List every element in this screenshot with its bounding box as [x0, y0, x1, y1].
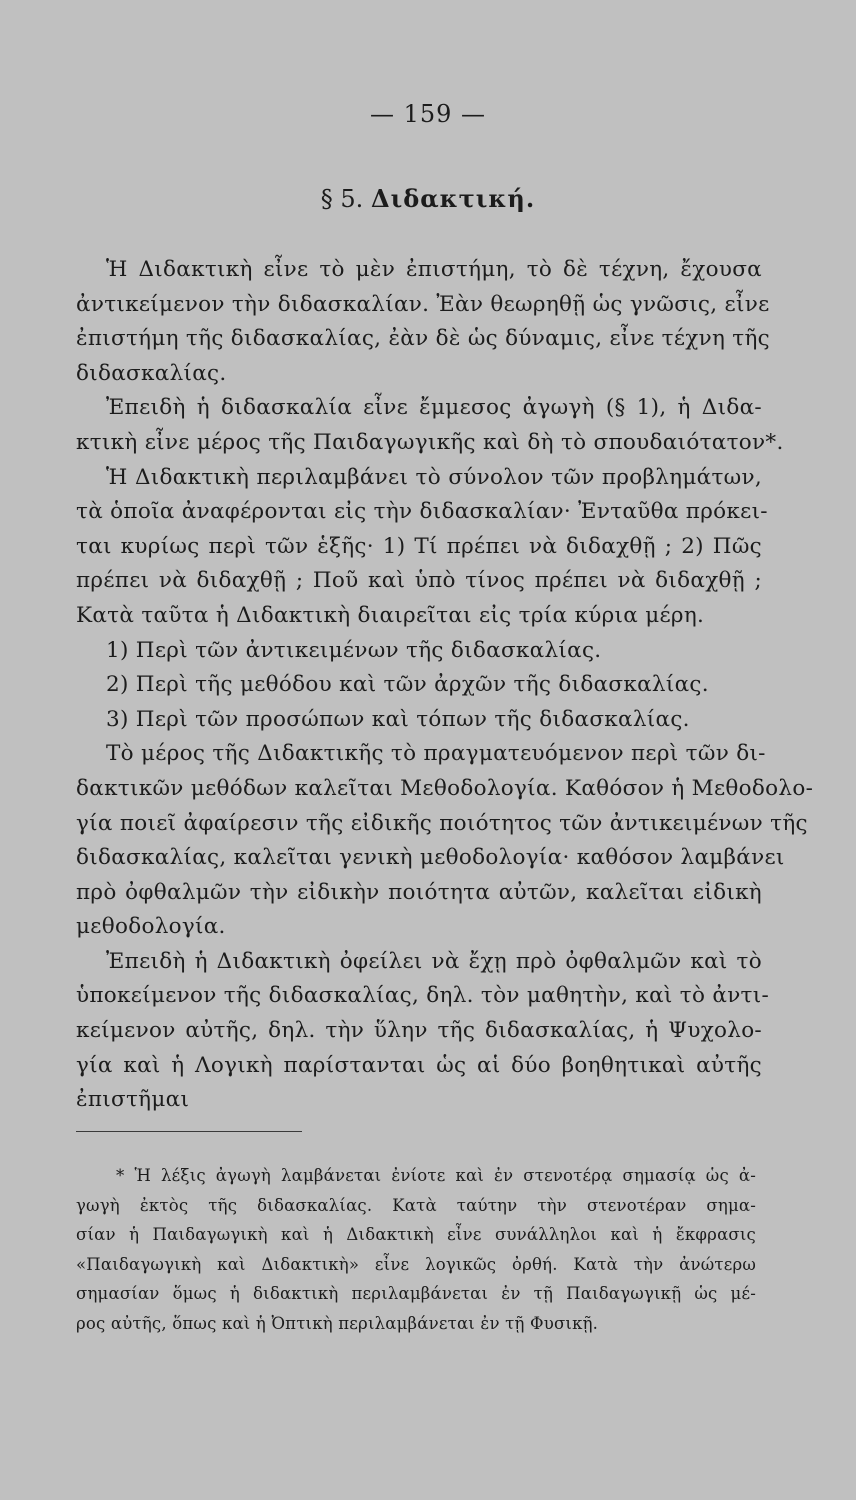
text-line: Ἡ Διδακτικὴ περιλαμβάνει τὸ σύνολον τῶν προβλημάτων, [106, 464, 762, 490]
text-line: Ἐπειδὴ ἡ Διδακτικὴ ὀφείλει νὰ ἔχῃ πρὸ ὀφθαλμῶν καὶ τὸ [106, 948, 762, 974]
text-line: ται κυρίως περὶ τῶν ἑξῆς· 1) Τί πρέπει νὰ διδαχθῇ ; 2) Πῶς [76, 533, 762, 559]
section-heading [0, 184, 856, 213]
footnote-line: γωγὴ ἐκτὸς τῆς διδασκαλίας. Κατὰ ταύτην τὴν στενοτέραν σημα- [76, 1195, 756, 1215]
text-line: τὰ ὁποῖα ἀναφέρονται εἰς τὴν διδασκαλίαν· Ἐνταῦθα πρόκει- [76, 499, 768, 525]
footnote-line: * Ἡ λέξις ἀγωγὴ λαμβάνεται ἐνίοτε καὶ ἐν στενοτέρᾳ σημασίᾳ ὡς ἀ- [116, 1166, 756, 1185]
footnote-line: ρος αὐτῆς, ὅπως καὶ ἡ Ὀπτικὴ περιλαμβάνεται ἐν τῇ Φυσικῇ. [76, 1313, 599, 1333]
text-line: ἐπιστῆμαι [76, 1087, 190, 1113]
section-mark: § 5. [320, 185, 364, 213]
text-line: Ἡ Διδακτικὴ εἶνε τὸ μὲν ἐπιστήμη, τὸ δὲ τέχνη, ἔχουσα [106, 257, 762, 282]
body-text [76, 253, 814, 1118]
text-line: δακτικῶν μεθόδων καλεῖται Μεθοδολογία. Καθόσον ἡ Μεθοδολο- [76, 775, 814, 801]
text-line: πρέπει νὰ διδαχθῇ ; Ποῦ καὶ ὑπὸ τίνος πρέπει νὰ διδαχθῇ ; [76, 568, 762, 594]
text-line: ὑποκείμενον τῆς διδασκαλίας, δηλ. τὸν μαθητὴν, καὶ τὸ ἀντι- [76, 983, 770, 1009]
text-line: γία ποιεῖ ἀφαίρεσιν τῆς εἰδικῆς ποιότητος τῶν ἀντικειμένων τῆς [76, 810, 808, 836]
footnote-line: σίαν ἡ Παιδαγωγικὴ καὶ ἡ Διδακτικὴ εἶνε συνάλληλοι καὶ ἡ ἔκφρασις [76, 1225, 756, 1245]
text-line: Ἐπειδὴ ἡ διδασκαλία εἶνε ἔμμεσος ἀγωγὴ (§ 1), ἡ Διδα- [106, 395, 762, 421]
text-line: κείμενον αὐτῆς, δηλ. τὴν ὕλην τῆς διδασκαλίας, ἡ Ψυχολο- [76, 1018, 762, 1044]
text-line: 3) Περὶ τῶν προσώπων καὶ τόπων τῆς διδασκαλίας. [106, 706, 690, 732]
page-number: — 159 — [369, 100, 487, 128]
text-line: Κατὰ ταῦτα ἡ Διδακτικὴ διαιρεῖται εἰς τρία κύρια μέρη. [76, 602, 705, 628]
text-line: Τὸ μέρος τῆς Διδακτικῆς τὸ πραγματευόμενον περὶ τῶν δι- [106, 741, 766, 767]
text-line: ἐπιστήμη τῆς διδασκαλίας, ἐὰν δὲ ὡς δύναμις, εἶνε τέχνη τῆς [76, 326, 771, 352]
text-line: κτικὴ εἶνε μέρος τῆς Παιδαγωγικῆς καὶ δὴ τὸ σπουδαιότατον*. [76, 429, 784, 455]
footnote-divider [76, 1131, 302, 1132]
text-line: μεθοδολογία. [76, 914, 226, 940]
text-line: διδασκαλίας, καλεῖται γενικὴ μεθοδολογία· καθόσον λαμβάνει [76, 845, 785, 871]
text-line: 1) Περὶ τῶν ἀντικειμένων τῆς διδασκαλίας. [106, 637, 602, 663]
footnote-line: «Παιδαγωγικὴ καὶ Διδακτικὴ» εἶνε λογικῶς ὀρθή. Κατὰ τὴν ἀνώτερω [76, 1254, 756, 1274]
text-line: γία καὶ ἡ Λογικὴ παρίστανται ὡς αἱ δύο βοηθητικαὶ αὐτῆς [76, 1052, 762, 1078]
text-line: διδασκαλίας. [76, 360, 227, 386]
footnote-line: σημασίαν ὅμως ἡ διδακτικὴ περιλαμβάνεται ἐν τῇ Παιδαγωγικῇ ὡς μέ- [76, 1284, 756, 1304]
text-line: πρὸ ὀφθαλμῶν τὴν εἰδικὴν ποιότητα αὐτῶν, καλεῖται εἰδικὴ [76, 879, 762, 905]
text-line: 2) Περὶ τῆς μεθόδου καὶ τῶν ἀρχῶν τῆς διδασκαλίας. [106, 672, 709, 698]
footnote [76, 1161, 756, 1339]
section-title: Διδακτική. [370, 184, 536, 213]
text-line: ἀντικείμενον τὴν διδασκαλίαν. Ἐὰν θεωρηθῇ ὡς γνῶσις, εἶνε [76, 291, 770, 317]
